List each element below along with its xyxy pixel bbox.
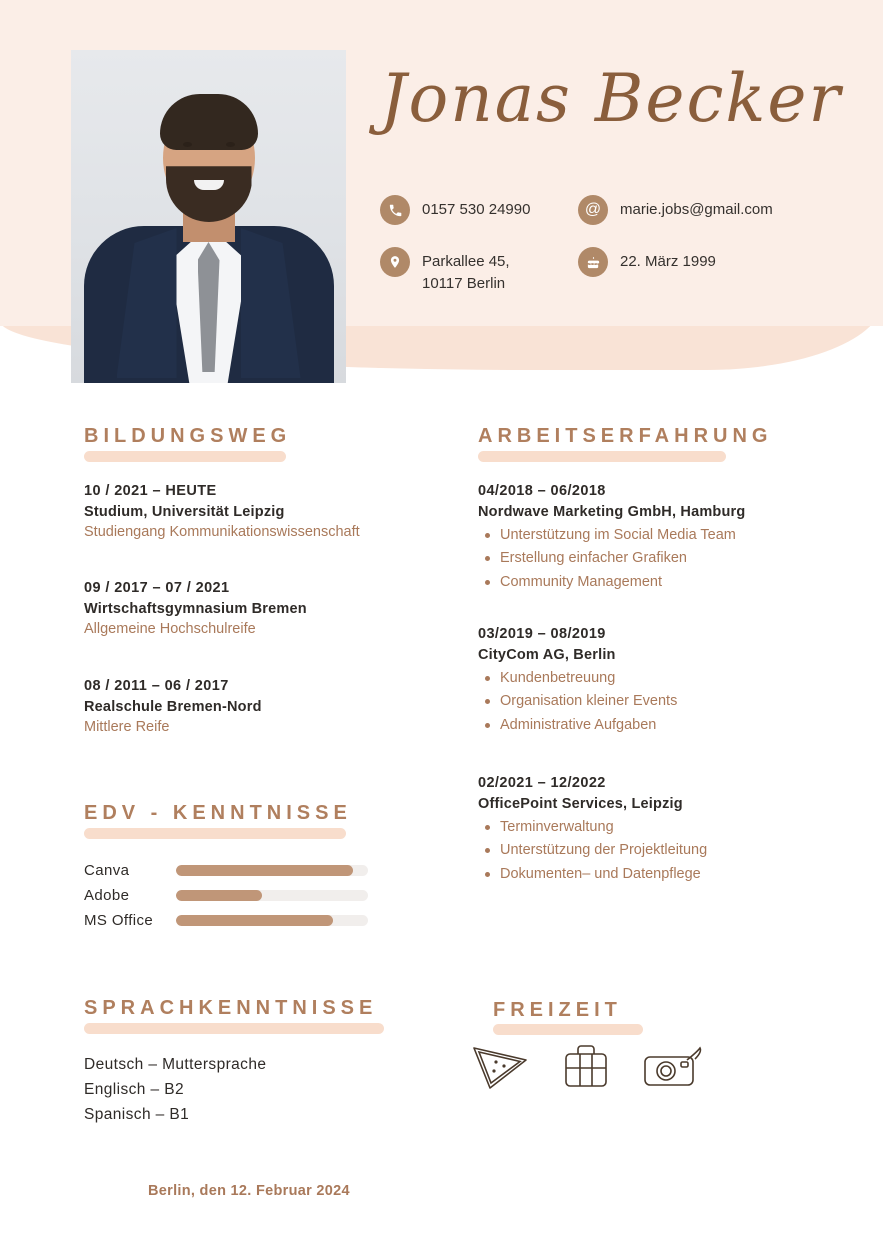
- education-entry-2: [84, 580, 464, 637]
- section-title-experience: ARBEITSERFAHRUNG: [478, 425, 773, 447]
- list-item: Dokumenten– und Datenpflege: [478, 863, 823, 886]
- skill-row-msoffice: [84, 912, 368, 929]
- section-underline-education: [84, 451, 286, 462]
- experience-entry-2: [478, 626, 823, 737]
- experience-entry-1-bullets: [478, 524, 823, 594]
- photo-hair: [160, 94, 258, 150]
- contact-email-value: marie.jobs@gmail.com: [620, 201, 773, 218]
- experience-entry-3-bullets: [478, 816, 823, 886]
- list-item: Community Management: [478, 571, 823, 594]
- email-icon: @: [578, 195, 608, 225]
- education-entry-3-sub: Mittlere Reife: [84, 719, 170, 735]
- experience-entry-2-bullets: [478, 667, 823, 737]
- education-entry-2-sub: Allgemeine Hochschulreife: [84, 621, 256, 637]
- contact-birthday-value: 22. März 1999: [620, 253, 716, 270]
- contact-email: [578, 195, 773, 225]
- photo-eye-left: [183, 142, 192, 147]
- education-entry-1-sub: Studiengang Kommunikationswissenschaft: [84, 524, 360, 540]
- experience-entry-1-title: Nordwave Marketing GmbH, Hamburg: [478, 504, 746, 520]
- contact-birthday: [578, 247, 716, 277]
- watermelon-slice-icon: [470, 1040, 532, 1097]
- section-underline-skills: [84, 828, 346, 839]
- language-item-3: Spanisch – B1: [84, 1106, 190, 1123]
- section-title-skills: EDV - KENNTNISSE: [84, 802, 352, 824]
- skill-row-adobe: [84, 887, 368, 904]
- address-line-1: Parkallee 45,: [422, 253, 510, 270]
- education-entry-1: [84, 483, 464, 540]
- contact-address: [380, 247, 510, 295]
- skill-bar-track-canva: [176, 865, 368, 876]
- education-entry-1-date: 10 / 2021 – HEUTE: [84, 483, 217, 499]
- education-entry-2-date: 09 / 2017 – 07 / 2021: [84, 580, 230, 596]
- skill-label-msoffice: MS Office: [84, 912, 154, 929]
- language-item-1: Deutsch – Muttersprache: [84, 1056, 267, 1073]
- list-item: Administrative Aufgaben: [478, 714, 823, 737]
- page-title: Jonas Becker: [380, 60, 843, 137]
- experience-entry-1: [478, 483, 823, 594]
- profile-photo: [71, 50, 346, 383]
- education-entry-1-title: Studium, Universität Leipzig: [84, 504, 285, 520]
- skill-bar-fill-adobe: [176, 890, 262, 901]
- section-title-hobbies: FREIZEIT: [493, 999, 622, 1021]
- address-line-2: 10117 Berlin: [422, 274, 506, 292]
- location-pin-icon: [380, 247, 410, 277]
- experience-entry-1-date: 04/2018 – 06/2018: [478, 483, 606, 499]
- birthday-cake-icon: [578, 247, 608, 277]
- list-item: Kundenbetreuung: [478, 667, 823, 690]
- contact-address-value: [422, 247, 510, 295]
- language-item-2: Englisch – B2: [84, 1081, 184, 1098]
- experience-entry-2-title: CityCom AG, Berlin: [478, 647, 616, 663]
- photo-eye-right: [226, 142, 235, 147]
- section-underline-experience: [478, 451, 726, 462]
- list-item: Unterstützung der Projektleitung: [478, 839, 823, 862]
- footer-date: Berlin, den 12. Februar 2024: [148, 1183, 350, 1199]
- education-entry-3-date: 08 / 2011 – 06 / 2017: [84, 678, 229, 694]
- skill-bar-track-adobe: [176, 890, 368, 901]
- list-item: Unterstützung im Social Media Team: [478, 524, 823, 547]
- experience-entry-3: [478, 775, 823, 886]
- experience-entry-2-date: 03/2019 – 08/2019: [478, 626, 606, 642]
- section-underline-languages: [84, 1023, 384, 1034]
- phone-icon: [380, 195, 410, 225]
- contact-phone: [380, 195, 530, 225]
- list-item: Erstellung einfacher Grafiken: [478, 547, 823, 570]
- skill-row-canva: [84, 862, 368, 879]
- experience-entry-3-title: OfficePoint Services, Leipzig: [478, 796, 683, 812]
- experience-entry-3-date: 02/2021 – 12/2022: [478, 775, 606, 791]
- skill-label-adobe: Adobe: [84, 887, 130, 904]
- list-item: Organisation kleiner Events: [478, 690, 823, 713]
- hobby-icon-group: [470, 1040, 706, 1097]
- skill-bar-fill-canva: [176, 865, 353, 876]
- contact-phone-value: 0157 530 24990: [422, 201, 531, 218]
- camera-icon: [640, 1040, 706, 1097]
- education-entry-2-title: Wirtschaftsgymnasium Bremen: [84, 601, 307, 617]
- suitcase-icon: [558, 1040, 614, 1097]
- section-title-languages: SPRACHKENNTNISSE: [84, 997, 378, 1019]
- skill-bar-track-msoffice: [176, 915, 368, 926]
- skill-label-canva: Canva: [84, 862, 130, 879]
- list-item: Terminverwaltung: [478, 816, 823, 839]
- education-entry-3: [84, 678, 464, 735]
- skill-bar-fill-msoffice: [176, 915, 333, 926]
- education-entry-3-title: Realschule Bremen-Nord: [84, 699, 262, 715]
- section-underline-hobbies: [493, 1024, 643, 1035]
- section-title-education: BILDUNGSWEG: [84, 425, 292, 447]
